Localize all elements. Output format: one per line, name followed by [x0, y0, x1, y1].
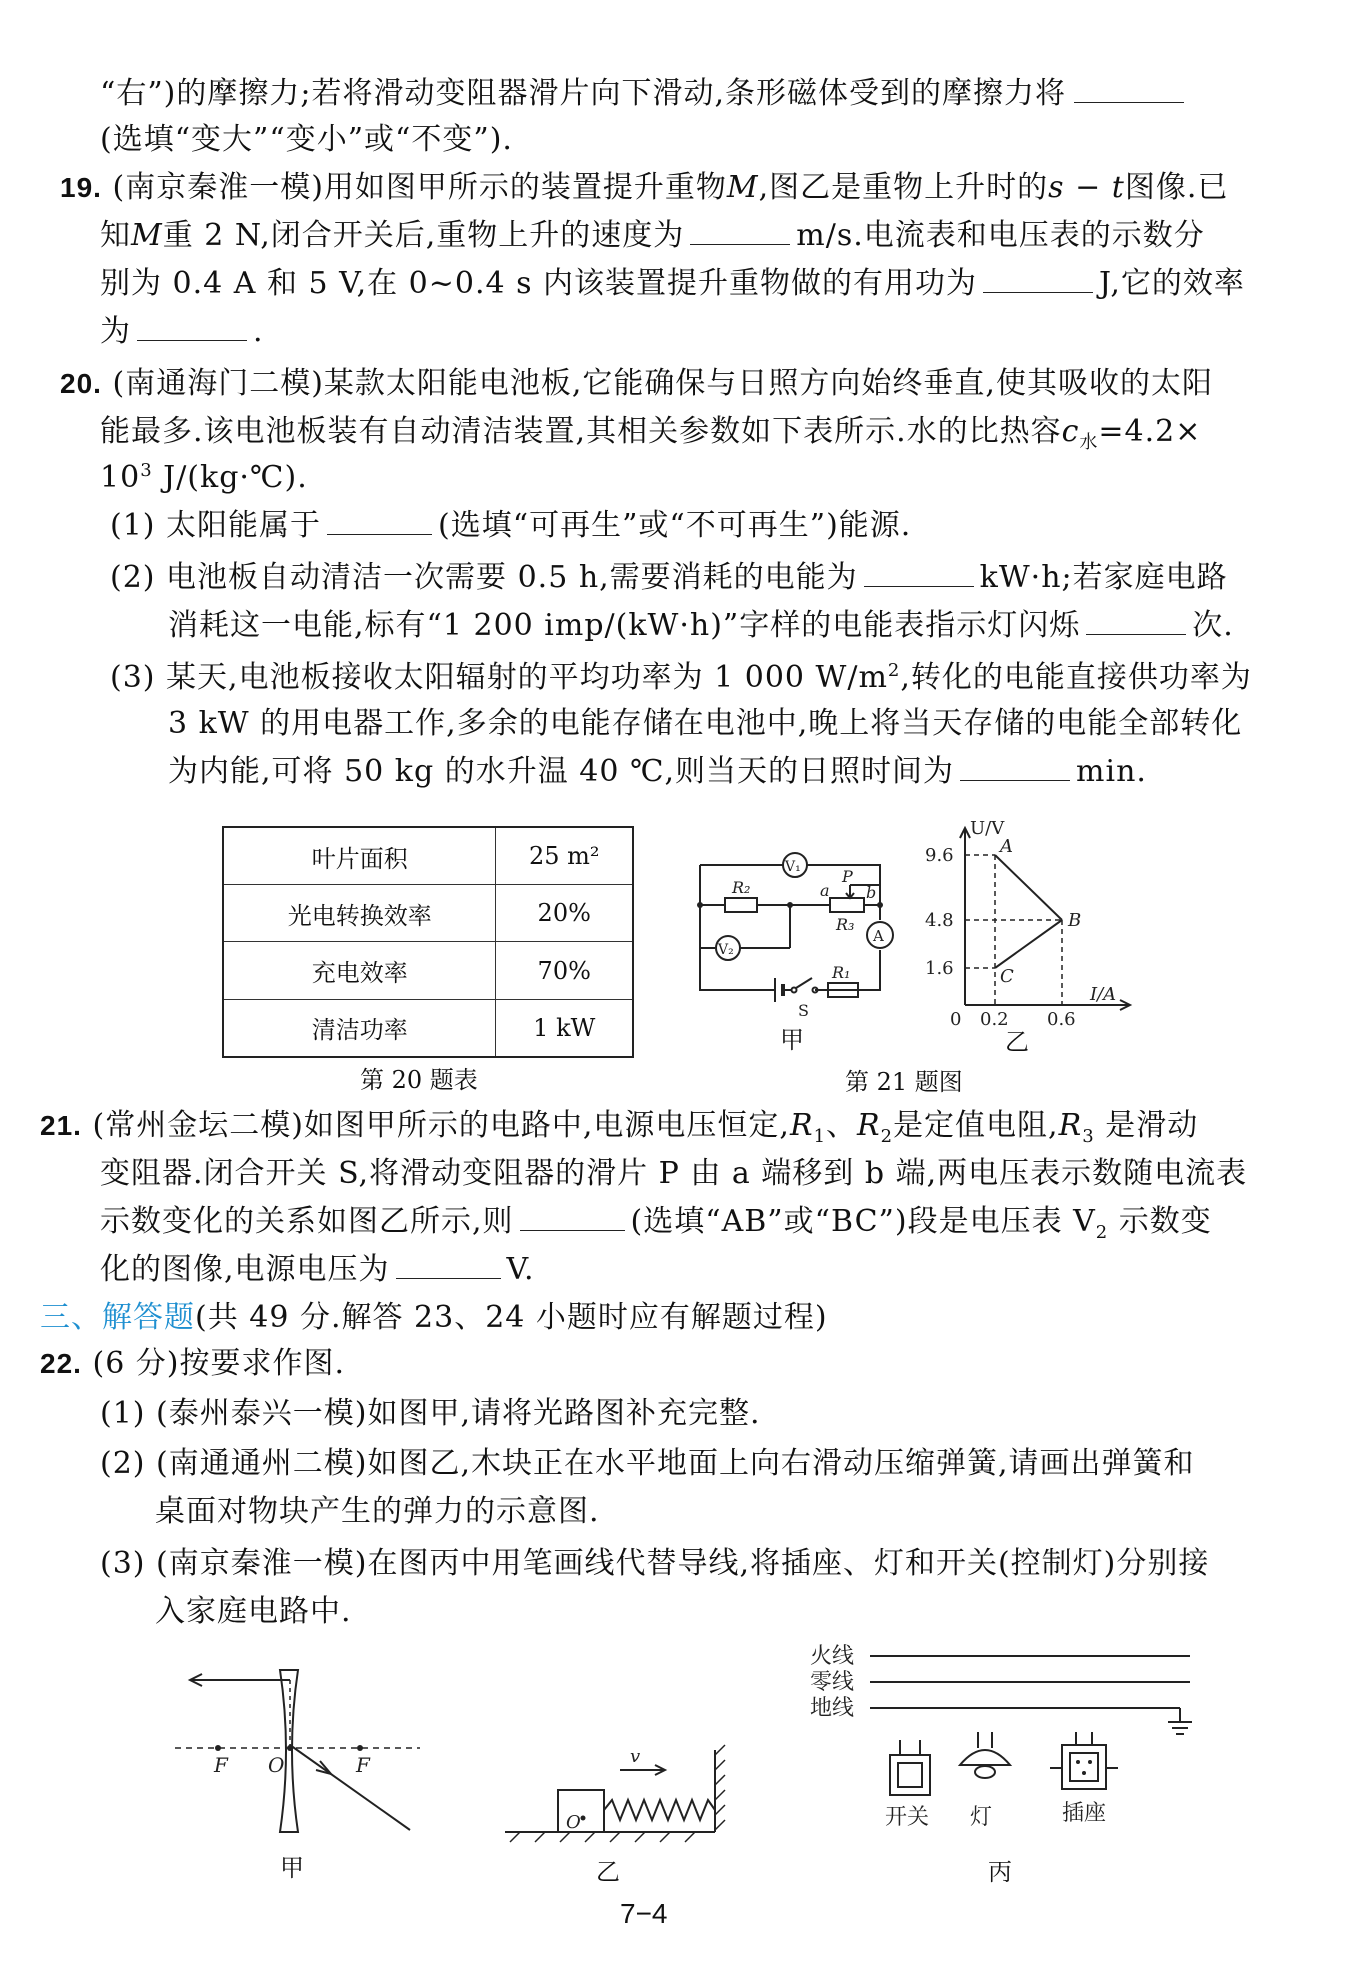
- socket-pin: [1082, 1771, 1086, 1775]
- block-center-dot: [581, 1816, 586, 1821]
- ytick-4.8: 4.8: [925, 910, 954, 931]
- answer-blank[interactable]: [1074, 72, 1184, 103]
- q21-fig-yi-label: 乙: [1005, 1028, 1029, 1056]
- q22-block-spring-diagram: [500, 1740, 730, 1850]
- q20-parameter-table: [222, 826, 634, 1058]
- ytick-9.6: 9.6: [925, 845, 954, 866]
- label-p: P: [842, 867, 853, 886]
- q22-part2-line2: 桌面对物块产生的弹力的示意图.: [155, 1494, 600, 1529]
- q22-part2-line1: (2) (南通通州二模)如图乙,木块正在水平地面上向右滑动压缩弹簧,请画出弹簧和: [100, 1446, 1195, 1481]
- section-3-header: 三、解答题(共 49 分.解答 23、24 小题时应有解题过程): [40, 1300, 828, 1335]
- junction-dot: [787, 902, 793, 908]
- answer-blank[interactable]: [960, 750, 1070, 781]
- label-o: O: [268, 1753, 285, 1777]
- q18-continuation-line1: “右”)的摩擦力;若将滑动变阻器滑片向下滑动,条形磁体受到的摩擦力将: [100, 72, 1184, 116]
- label-r2: R₂: [732, 878, 751, 897]
- label-r3: R₃: [836, 915, 855, 934]
- q19-line1: 19. (南京秦淮一模)用如图甲所示的装置提升重物M,图乙是重物上升时的s − t图像.已: [60, 170, 1229, 205]
- ytick-1.6: 1.6: [925, 958, 954, 979]
- table-row: 光电转换效率 20%: [223, 885, 633, 942]
- q20-line2: 能最多.该电池板装有自动清洁装置,其相关参数如下表所示.水的比热容$c_水=4.2\times$: [100, 414, 1202, 453]
- junction-dot: [697, 902, 703, 908]
- xtick-0: 0: [950, 1009, 962, 1030]
- q21-circuit-diagram: [680, 830, 920, 1040]
- xtick-0.6: 0.6: [1047, 1009, 1076, 1030]
- q21-fig-jia-label: 甲: [780, 1026, 804, 1054]
- graph-xlabel: I/A: [1090, 984, 1117, 1005]
- label-a: a: [820, 881, 830, 900]
- label-ground-wire: 地线: [810, 1696, 855, 1721]
- q20-part2-line1: (2) 电池板自动清洁一次需要 0.5 h,需要消耗的电能为 kW·h;若家庭电路: [110, 556, 1228, 600]
- q21-ui-graph: [920, 810, 1140, 1030]
- label-lamp: 灯: [970, 1805, 993, 1830]
- q22-fig-jia-label: 甲: [280, 1854, 304, 1882]
- q21-line1: 21. (常州金坛二模)如图甲所示的电路中,电源电压恒定$,R_1$、$R_2$是定值电阻$,R_3$ 是滑动: [40, 1108, 1199, 1147]
- table-row: 充电效率 70%: [223, 942, 633, 999]
- q21-line3: 示数变化的关系如图乙所示,则 (选填“AB”或“BC”)段是电压表 $V_2$ 示数变: [100, 1200, 1212, 1244]
- label-block-o: O: [566, 1812, 581, 1833]
- label-b: b: [866, 883, 877, 902]
- q19-line4: 为 .: [100, 310, 264, 354]
- focus-dot-right: [357, 1745, 363, 1751]
- label-r1: R₁: [832, 963, 851, 982]
- socket-pin: [1076, 1760, 1080, 1764]
- socket-pin: [1088, 1760, 1092, 1764]
- q22-fig-bing-label: 丙: [988, 1858, 1012, 1886]
- junction-dot: [877, 902, 883, 908]
- answer-blank[interactable]: [1086, 604, 1186, 635]
- q19-line2: 知M重 2 N,闭合开关后,重物上升的速度为 m/s.电流表和电压表的示数分: [100, 214, 1205, 258]
- answer-blank[interactable]: [864, 556, 974, 587]
- label-neutral-wire: 零线: [810, 1670, 855, 1695]
- answer-blank[interactable]: [983, 262, 1093, 293]
- label-ammeter: A: [873, 927, 884, 945]
- xtick-0.2: 0.2: [980, 1009, 1009, 1030]
- label-socket: 插座: [1062, 1801, 1107, 1826]
- q21-fig-caption: 第 21 题图: [845, 1068, 963, 1096]
- q22-fig-yi-label: 乙: [596, 1858, 620, 1886]
- q21-line2: 变阻器.闭合开关 S,将滑动变阻器的滑片 P 由 a 端移到 b 端,两电压表示数随电流表: [100, 1156, 1248, 1191]
- point-b-label: B: [1068, 910, 1082, 931]
- q20-part2-line2: 消耗这一电能,标有“1 200 imp/(kW·h)”字样的电能表指示灯闪烁 次.: [168, 604, 1234, 648]
- q22-lens-diagram: [170, 1660, 430, 1840]
- q21-line4: 化的图像,电源电压为 V.: [100, 1248, 535, 1292]
- point-c-label: C: [1000, 966, 1014, 987]
- q20-part3-line2: 3 kW 的用电器工作,多余的电能存储在电池中,晚上将当天存储的电能全部转化: [168, 706, 1243, 741]
- point-a-label: A: [1000, 836, 1013, 857]
- label-v1: V₁: [785, 859, 801, 875]
- answer-blank[interactable]: [520, 1200, 625, 1231]
- q22-household-circuit: [800, 1640, 1200, 1850]
- section-3-title: 三、解答题: [40, 1301, 195, 1334]
- q22-part3-line2: 入家庭电路中.: [155, 1594, 352, 1629]
- answer-blank[interactable]: [137, 310, 247, 341]
- q22-part3-line1: (3) (南京秦淮一模)在图丙中用笔画线代替导线,将插座、灯和开关(控制灯)分别接: [100, 1546, 1210, 1581]
- answer-blank[interactable]: [327, 504, 432, 535]
- q20-line3: $10^3$ J/(kg·℃).: [100, 460, 308, 495]
- q19-line3: 别为 0.4 A 和 5 V,在 0~0.4 s 内该装置提升重物做的有用功为 J,它的效率: [100, 262, 1245, 306]
- answer-blank[interactable]: [690, 214, 790, 245]
- page-number: 7−4: [620, 1898, 668, 1929]
- q20-part1: (1) 太阳能属于 (选填“可再生”或“不可再生”)能源.: [110, 504, 911, 548]
- graph-ylabel: U/V: [970, 818, 1005, 839]
- label-velocity: v: [630, 1746, 641, 1767]
- label-f-left: F: [214, 1753, 228, 1777]
- label-live-wire: 火线: [810, 1644, 855, 1669]
- q22-part1: (1) (泰州泰兴一模)如图甲,请将光路图补充完整.: [100, 1396, 761, 1431]
- q20-line1: 20. (南通海门二模)某款太阳能电池板,它能确保与日照方向始终垂直,使其吸收的太阳: [60, 366, 1213, 401]
- q18-continuation-line2: (选填“变大”“变小”或“不变”).: [100, 122, 513, 157]
- label-f-right: F: [356, 1753, 370, 1777]
- table-row: 叶片面积 25 m²: [223, 827, 633, 885]
- focus-dot-left: [215, 1745, 221, 1751]
- q20-table-caption: 第 20 题表: [360, 1066, 478, 1094]
- q22-line1: 22. (6 分)按要求作图.: [40, 1346, 346, 1381]
- table-row: 清洁功率 1 kW: [223, 999, 633, 1057]
- q20-part3-line1: (3) 某天,电池板接收太阳辐射的平均功率为 1 000 $W/m^2$,转化的电能直接供功率为: [110, 660, 1252, 695]
- optical-center-dot: [287, 1745, 293, 1751]
- label-switch: 开关: [885, 1805, 930, 1830]
- answer-blank[interactable]: [396, 1248, 501, 1279]
- label-v2: V₂: [718, 942, 734, 958]
- q20-part3-line3: 为内能,可将 50 kg 的水升温 40 ℃,则当天的日照时间为 min.: [168, 750, 1147, 794]
- label-switch: S: [798, 1001, 809, 1020]
